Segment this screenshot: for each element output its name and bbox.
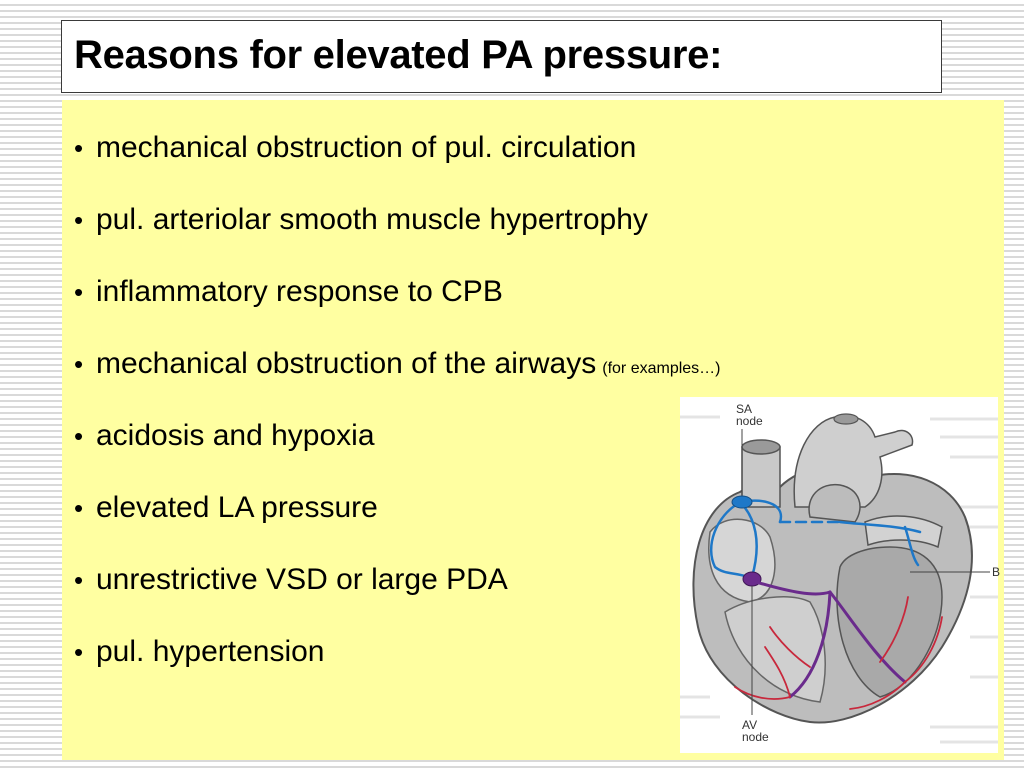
bullet-icon: •: [74, 565, 84, 595]
bullet-list: [74, 128, 721, 704]
bullet-item: [74, 560, 721, 632]
bullet-item: [74, 272, 721, 344]
bullet-text: elevated LA pressure: [96, 491, 378, 524]
bullet-text: pul. hypertension: [96, 635, 325, 668]
slide-title: Reasons for elevated PA pressure:: [74, 33, 723, 77]
bullet-item: [74, 128, 721, 200]
bullet-item: [74, 632, 721, 704]
title-box: [61, 20, 942, 93]
av-node-label: node: [742, 730, 769, 744]
sa-node: [732, 496, 752, 508]
bullet-item: [74, 416, 721, 488]
bullet-item: [74, 488, 721, 560]
bullet-text: unrestrictive VSD or large PDA: [96, 563, 508, 596]
bullet-icon: •: [74, 637, 84, 667]
vena-cava-opening: [742, 440, 780, 454]
bullet-icon: •: [74, 493, 84, 523]
bullet-icon: •: [74, 277, 84, 307]
sa-node-label: node: [736, 414, 763, 428]
sa-label: SA: [736, 402, 753, 416]
bullet-icon: •: [74, 421, 84, 451]
bullet-icon: •: [74, 205, 84, 235]
bullet-item: [74, 344, 721, 416]
b-label: B: [992, 565, 1001, 579]
av-label: AV: [742, 718, 758, 732]
bullet-text: acidosis and hypoxia: [96, 419, 375, 452]
bullet-item: [74, 200, 721, 272]
bullet-text: pul. arteriolar smooth muscle hypertrophy: [96, 203, 648, 236]
aorta-branch-opening: [834, 414, 858, 424]
heart-conduction-figure: [680, 397, 1001, 753]
bullet-note: (for examples…): [602, 360, 721, 377]
heart-illustration: [680, 397, 1001, 753]
bullet-icon: •: [74, 349, 84, 379]
bullet-text: mechanical obstruction of pul. circulation: [96, 131, 637, 164]
bullet-text: inflammatory response to CPB: [96, 275, 503, 308]
bullet-icon: •: [74, 133, 84, 163]
bullet-text: mechanical obstruction of the airways: [96, 347, 597, 380]
